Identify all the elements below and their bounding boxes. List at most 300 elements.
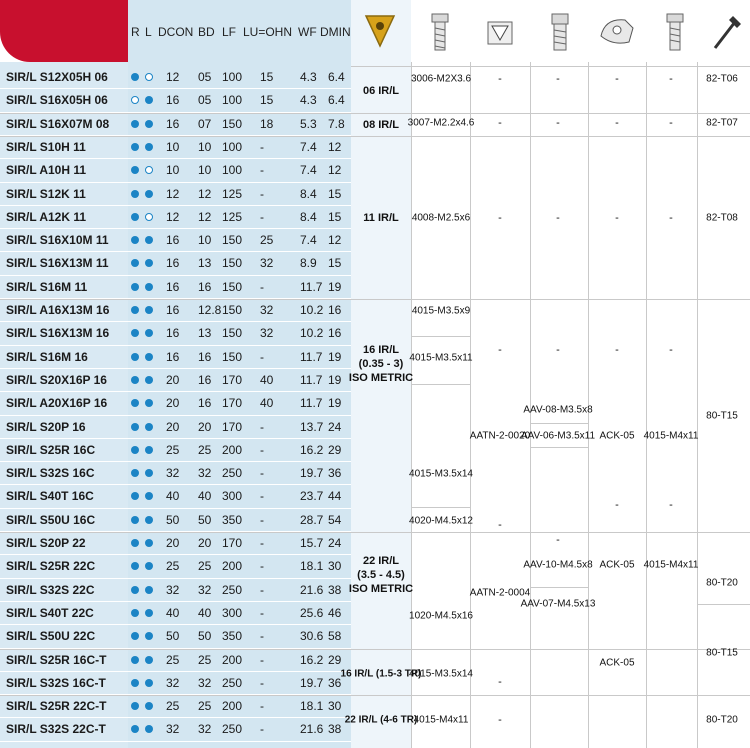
lu-value: - [260,582,264,597]
wf-value: 8.4 [300,186,317,201]
shim-screw-code: AAV-08-M3.5x8 [523,404,593,416]
lf-value: 170 [222,419,243,434]
right-hand-availability-dot [131,120,139,128]
wf-value: 7.4 [300,139,317,154]
left-hand-availability-dot [145,446,153,454]
dcon-value: 10 [166,163,180,178]
dmin-value: 29 [328,442,342,457]
lf-value: 150 [222,303,243,317]
table-row [0,485,351,508]
lf-value: 125 [222,186,243,201]
empty-marker: - [615,499,619,512]
left-hand-availability-dot [145,516,153,524]
bd-value: 20 [198,419,212,434]
empty-marker: - [498,211,502,224]
grid-line [411,507,470,508]
group-divider [351,299,750,300]
dcon-value: 20 [166,372,180,387]
insert-grade-standard: ISO METRIC [348,583,414,596]
dcon-value: 40 [166,489,180,504]
left-hand-availability-dot [145,190,153,198]
lu-value: - [260,209,264,224]
shim-screw-code: AAV-07-M4.5x13 [520,598,596,610]
lf-value: 100 [222,93,243,108]
table-row [0,392,351,415]
table-row [0,649,351,672]
header-bd: BD [198,25,215,39]
bd-value: 25 [198,559,212,574]
header-r: R [131,25,140,39]
table-row [0,718,351,741]
tool-code: SIR/L S16M 16 [6,349,88,364]
lu-value: - [260,559,264,574]
insert-grade: 22 IR/L (4-6 TR) [344,714,418,726]
lu-value: - [260,139,264,154]
tool-code: SIR/L S12K 11 [6,186,86,201]
dcon-value: 40 [166,605,180,620]
dcon-value: 25 [166,559,180,574]
tool-code: SIR/L S20X16P 16 [6,372,107,387]
clamp-screw-code: 4015-M4x11 [643,430,699,441]
dmin-value: 29 [328,652,342,667]
lu-value: 40 [260,372,274,387]
lu-value: 15 [260,70,274,84]
dmin-value: 19 [328,279,342,294]
insert-grade: 16 IR/L (1.5-3 TR) [340,668,422,680]
bd-value: 05 [198,70,212,84]
wf-value: 4.3 [300,93,317,108]
dcon-value: 10 [166,139,180,154]
lu-value: - [260,629,264,644]
dmin-value: 24 [328,419,342,434]
right-hand-availability-dot [131,446,139,454]
right-hand-availability-dot [131,329,139,337]
left-hand-availability-dot [145,725,153,733]
table-row [0,672,351,695]
table-row [0,416,351,439]
lu-value: - [260,442,264,457]
bd-value: 16 [198,279,212,294]
dcon-value: 16 [166,93,180,108]
right-hand-availability-dot [131,259,139,267]
key-icon [705,6,745,56]
dcon-value: 20 [166,419,180,434]
table-row [0,159,351,182]
dmin-value: 38 [328,582,342,597]
empty-marker: - [556,534,560,546]
bd-value: 25 [198,652,212,667]
lf-value: 250 [222,722,243,737]
grid-line [697,604,750,605]
wf-value: 11.7 [300,396,323,411]
dmin-value: 12 [328,163,342,178]
tool-code: SIR/L S25R 22C [6,559,96,574]
dcon-value: 12 [166,186,180,201]
lf-value: 150 [222,116,243,131]
empty-marker: - [615,73,619,86]
wf-value: 18.1 [300,699,324,714]
dmin-value: 36 [328,466,342,481]
header-dmin: DMIN [320,25,351,39]
wf-value: 25.6 [300,605,324,620]
dmin-value: 12 [328,139,342,154]
dcon-value: 32 [166,582,180,597]
lu-value: - [260,652,264,667]
right-hand-availability-dot [131,656,139,664]
bd-value: 50 [198,629,212,644]
screw-icon [420,6,460,56]
table-row [0,322,351,345]
right-hand-availability-dot [131,679,139,687]
dmin-value: 38 [328,722,342,737]
right-hand-availability-dot [131,516,139,524]
dmin-value: 15 [328,256,342,271]
key-code: 80-T20 [706,714,738,726]
left-hand-availability-dot [145,702,153,710]
table-row [0,206,351,229]
lf-value: 100 [222,70,243,84]
dmin-value: 15 [328,186,342,201]
dmin-value: 19 [328,349,342,364]
lu-value: 25 [260,233,274,248]
bd-value: 32 [198,675,212,690]
header-l: L [145,25,152,39]
lu-value: 40 [260,396,274,411]
wf-value: 13.7 [300,419,324,434]
right-hand-availability-dot [131,399,139,407]
left-hand-availability-dot [145,492,153,500]
bd-value: 10 [198,163,212,178]
left-hand-availability-dot [145,353,153,361]
lu-value: - [260,722,264,737]
table-row [0,183,351,206]
lf-value: 170 [222,372,243,387]
table-row [0,625,351,648]
wf-value: 11.7 [300,372,323,387]
table-row [0,695,351,718]
left-hand-availability-dot [145,283,153,291]
table-row [0,66,351,89]
dcon-value: 25 [166,652,180,667]
insert-grade-range: (3.5 - 4.5) [357,569,405,582]
dmin-value: 16 [328,303,342,317]
table-row [0,509,351,532]
lf-value: 125 [222,209,243,224]
lu-value: 32 [260,326,274,341]
dmin-value: 6.4 [328,70,345,84]
wf-value: 8.4 [300,209,317,224]
bd-value: 50 [198,512,212,527]
grid-line [411,336,470,337]
screw-code: 4015-M3.5x11 [409,352,473,364]
empty-marker: - [669,73,673,86]
left-hand-availability-dot [145,329,153,337]
empty-marker: - [498,116,502,129]
shim-screw-code: AAV-10-M4.5x8 [523,559,593,571]
lu-value: - [260,466,264,481]
bd-value: 16 [198,349,212,364]
group-divider [351,136,750,137]
left-hand-availability-dot [145,96,153,104]
wf-value: 21.6 [300,582,324,597]
right-hand-availability-dot [131,166,139,174]
dmin-value: 58 [328,629,342,644]
lu-value: - [260,512,264,527]
left-hand-availability-dot [145,306,153,314]
empty-marker: - [556,116,560,129]
insert-grade-standard: ISO METRIC [348,371,414,384]
wf-value: 18.1 [300,559,324,574]
lf-value: 250 [222,582,243,597]
table-row [0,555,351,578]
tool-code: SIR/L A10H 11 [6,163,87,178]
header-corner-badge [0,0,128,62]
group-divider [351,649,750,650]
tool-code: SIR/L S50U 16C [6,512,96,527]
right-hand-availability-dot [131,73,139,81]
tool-code: SIR/L S25R 22C-T [6,699,107,714]
clamp-screw-code: 4015-M4x11 [643,559,699,571]
tool-code: SIR/L S25R 16C-T [6,652,107,667]
lf-value: 200 [222,442,243,457]
insert-grade: 16 IR/L [362,343,400,356]
screw-code: 4015-M3.5x9 [411,305,471,317]
empty-marker: - [498,675,502,688]
lf-value: 150 [222,256,243,271]
left-hand-availability-dot [145,236,153,244]
table-row [0,252,351,275]
dmin-value: 6.4 [328,93,345,108]
dmin-value: 15 [328,209,342,224]
left-hand-availability-dot [145,73,153,81]
dmin-value: 30 [328,559,342,574]
group-divider [351,66,750,67]
tool-code: SIR/L S20P 16 [6,419,86,434]
grid-line [530,423,588,424]
dcon-value: 32 [166,466,180,481]
right-hand-availability-dot [131,423,139,431]
left-hand-availability-dot [145,679,153,687]
lu-value: - [260,186,264,201]
bd-value: 05 [198,93,212,108]
empty-marker: - [615,116,619,129]
right-hand-availability-dot [131,213,139,221]
left-hand-availability-dot [145,586,153,594]
dcon-value: 16 [166,116,180,131]
wf-value: 15.7 [300,536,324,550]
lf-value: 300 [222,489,243,504]
tool-code: SIR/L S16X13M 11 [6,256,109,271]
wf-value: 23.7 [300,489,324,504]
left-hand-availability-dot [145,213,153,221]
tool-code: SIR/L S12X05H 06 [6,70,108,84]
table-row [0,462,351,485]
wf-value: 8.9 [300,256,317,271]
left-hand-availability-dot [145,632,153,640]
grid-column-line [697,62,698,748]
group-divider [0,136,351,137]
table-row [0,89,351,112]
wf-value: 7.4 [300,163,317,178]
dmin-value: 7.8 [328,116,345,131]
tool-code: SIR/L S16X07M 08 [6,116,110,131]
dmin-value: 36 [328,675,342,690]
right-hand-availability-dot [131,562,139,570]
tool-code: SIR/L S50U 22C [6,629,96,644]
dcon-value: 50 [166,629,180,644]
tool-code: SIR/L S32S 22C-T [6,722,106,737]
key-code: 80-T20 [706,577,738,589]
screw-code: 3006-M2X3.6 [410,73,472,85]
bd-value: 40 [198,605,212,620]
dcon-value: 16 [166,326,180,341]
wf-value: 30.6 [300,629,324,644]
left-hand-availability-dot [145,120,153,128]
dcon-value: 32 [166,675,180,690]
table-row [0,439,351,462]
dmin-value: 19 [328,372,342,387]
right-hand-availability-dot [131,283,139,291]
lu-value: 15 [260,93,274,108]
right-hand-availability-dot [131,96,139,104]
right-hand-availability-dot [131,236,139,244]
wf-value: 19.7 [300,466,324,481]
bd-value: 10 [198,233,212,248]
lu-value: - [260,279,264,294]
clamp-screw-icon [655,6,695,56]
lu-value: 18 [260,116,274,131]
wf-value: 11.7 [300,349,323,364]
left-hand-availability-dot [145,539,153,547]
bd-value: 32 [198,466,212,481]
lf-value: 170 [222,396,243,411]
bd-value: 13 [198,326,212,341]
group-divider [0,695,351,696]
right-hand-availability-dot [131,609,139,617]
empty-marker: - [498,343,502,356]
key-code: 82-T08 [706,212,738,224]
wf-value: 7.4 [300,233,317,248]
lu-value: - [260,605,264,620]
lf-value: 350 [222,629,243,644]
empty-marker: - [498,714,502,727]
tool-code: SIR/L S10H 11 [6,139,86,154]
lf-value: 100 [222,139,243,154]
grid-column-line [411,62,412,748]
left-hand-availability-dot [145,656,153,664]
right-hand-availability-dot [131,353,139,361]
group-divider [351,113,750,114]
screw-code: 4015-M3.5x14 [409,668,473,680]
empty-marker: - [498,518,502,531]
empty-marker: - [556,73,560,86]
group-divider [0,532,351,533]
tool-code: SIR/L S32S 16C [6,466,95,481]
lf-value: 350 [222,512,243,527]
wf-value: 11.7 [300,279,323,294]
lu-value: - [260,419,264,434]
table-row [0,579,351,602]
shim-screw-icon [540,6,580,56]
dcon-value: 16 [166,279,180,294]
left-hand-availability-dot [145,166,153,174]
grid-line [411,384,470,385]
wf-value: 19.7 [300,675,324,690]
dmin-value: 44 [328,489,342,504]
dcon-value: 16 [166,303,180,317]
bd-value: 07 [198,116,212,131]
group-divider [351,532,750,533]
right-hand-availability-dot [131,492,139,500]
dmin-value: 30 [328,699,342,714]
key-code: 82-T06 [706,73,738,85]
screw-code: 4020-M4.5x12 [409,515,473,527]
right-hand-availability-dot [131,143,139,151]
bd-value: 12 [198,209,212,224]
table-row [0,346,351,369]
empty-marker: - [556,343,560,356]
bd-value: 32 [198,582,212,597]
header-dcon: DCON [158,25,194,39]
lf-value: 200 [222,652,243,667]
right-hand-availability-dot [131,306,139,314]
bd-value: 20 [198,536,212,550]
wf-value: 21.6 [300,722,324,737]
dmin-value: 24 [328,536,342,550]
wf-value: 16.2 [300,442,324,457]
left-hand-availability-dot [145,143,153,151]
lf-value: 250 [222,466,243,481]
empty-marker: - [498,73,502,86]
shim-icon [480,6,520,56]
lu-value: - [260,699,264,714]
right-hand-availability-dot [131,539,139,547]
wf-value: 5.3 [300,116,317,131]
left-hand-availability-dot [145,259,153,267]
lu-value: - [260,163,264,178]
insert-grade: 22 IR/L [362,555,400,568]
lu-value: - [260,489,264,504]
wf-value: 28.7 [300,512,324,527]
right-hand-availability-dot [131,725,139,733]
right-hand-availability-dot [131,632,139,640]
group-divider [351,695,750,696]
right-hand-availability-dot [131,702,139,710]
screw-code: 4015-M3.5x14 [409,468,473,480]
empty-marker: - [669,211,673,224]
bd-value: 12.8 [198,303,222,317]
screw-code: 3007-M2.2x4.6 [407,117,475,129]
table-row [0,136,351,159]
lf-value: 200 [222,559,243,574]
lf-value: 250 [222,675,243,690]
bd-value: 16 [198,372,212,387]
lf-value: 200 [222,699,243,714]
lu-value: - [260,675,264,690]
wf-value: 4.3 [300,70,317,84]
dmin-value: 46 [328,605,342,620]
right-hand-availability-dot [131,586,139,594]
dcon-value: 20 [166,396,180,411]
empty-marker: - [615,211,619,224]
bd-value: 32 [198,722,212,737]
group-divider [0,649,351,650]
lu-value: 32 [260,256,274,271]
header-wf: WF [298,25,317,39]
key-code: 80-T15 [706,647,738,658]
key-code: 82-T07 [706,117,738,129]
left-hand-availability-dot [145,376,153,384]
